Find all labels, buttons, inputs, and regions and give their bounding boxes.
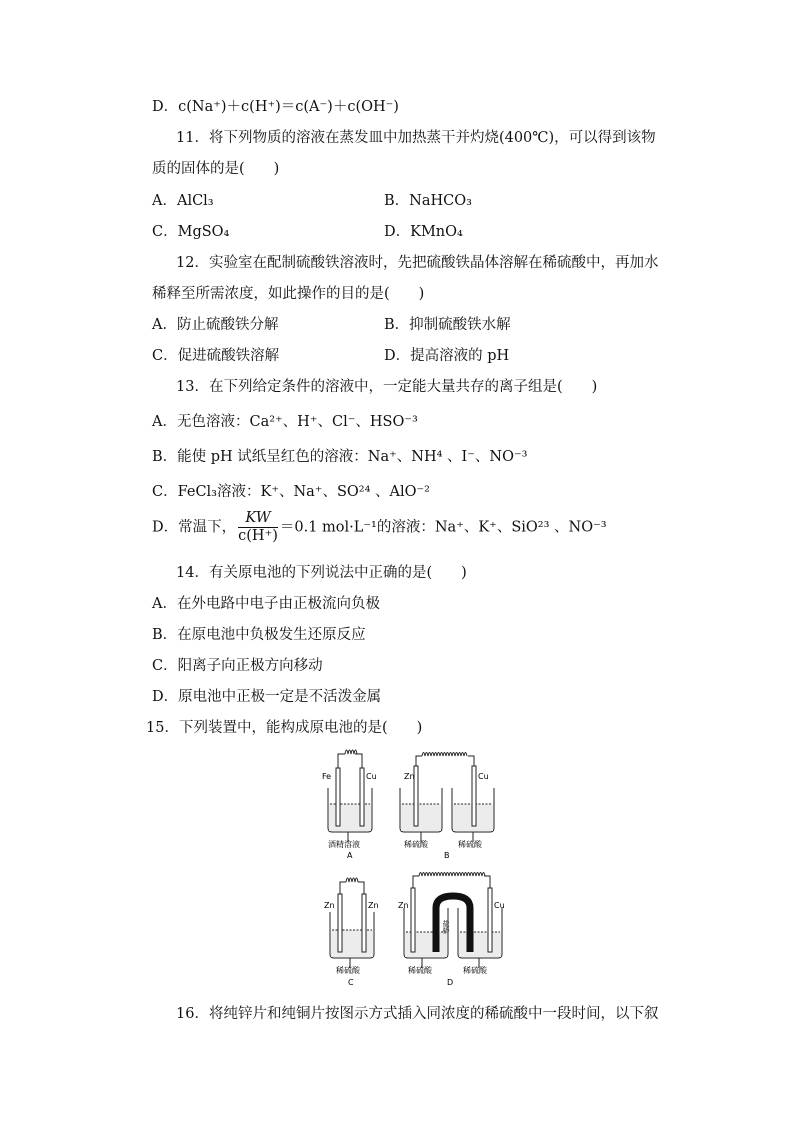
label-b-solution-right: 稀硫酸 (458, 840, 482, 849)
question-14-option-b: B．在原电池中负极发生还原反应 (152, 627, 366, 643)
label-b-left: Zn (404, 772, 415, 781)
fraction-denominator: c(H⁺) (238, 528, 278, 544)
label-c-left: Zn (324, 901, 335, 910)
option-a: A．AlCl₃ (152, 193, 214, 209)
question-11-stem-line2: 质的固体的是( ) (152, 161, 280, 177)
question-13-option-c: C．FeCl₃溶液：K⁺、Na⁺、SO²⁴ 、AlO⁻² (152, 484, 430, 500)
question-13-option-b: B．能使 pH 试纸呈红色的溶液：Na⁺、NH⁴ 、I⁻、NO⁻³ (152, 449, 528, 465)
setup-d (404, 873, 502, 969)
option-d: D．KMnO₄ (384, 224, 463, 240)
question-14-option-a: A．在外电路中电子由正极流向负极 (152, 596, 380, 612)
label-d-left: Zn (398, 901, 409, 910)
kw-fraction (238, 510, 278, 545)
label-d-solution-right: 稀硫酸 (463, 966, 487, 975)
question-12-options-row2 (152, 346, 632, 366)
label-d-right: Cu (494, 901, 505, 910)
option-b: B．抑制硫酸铁水解 (384, 317, 511, 333)
question-14-option-c: C．阳离子向正极方向移动 (152, 658, 323, 674)
label-d-solution-left: 稀硫酸 (408, 966, 432, 975)
question-12-stem-line2: 稀释至所需浓度，如此操作的目的是( ) (152, 286, 425, 302)
question-11-options-row2 (152, 222, 632, 242)
question-12-stem-line1: 12．实验室在配制硫酸铁溶液时，先把硫酸铁晶体溶解在稀硫酸中，再加水 (176, 255, 659, 271)
label-b-solution-left: 稀硫酸 (404, 840, 428, 849)
question-13-option-a: A．无色溶液：Ca²⁺、H⁺、Cl⁻、HSO⁻³ (152, 414, 418, 430)
tag-c: C (348, 978, 354, 987)
question-14-option-d: D．原电池中正极一定是不活泼金属 (152, 689, 382, 705)
label-d-bridge: 盐桥 (442, 920, 450, 934)
option-c: C．促进硫酸铁溶解 (152, 348, 280, 364)
galvanic-cell-figure (318, 748, 518, 993)
question-13-stem: 13．在下列给定条件的溶液中，一定能大量共存的离子组是( ) (176, 379, 598, 395)
label-a-solution: 酒精溶液 (328, 840, 360, 849)
option-c: C．MgSO₄ (152, 224, 230, 240)
question-12-options-row1 (152, 315, 632, 335)
label-c-right: Zn (368, 901, 379, 910)
label-b-right: Cu (478, 772, 489, 781)
option-a: A．防止硫酸铁分解 (152, 317, 279, 333)
fraction-numerator: KW (238, 510, 278, 528)
tag-d: D (447, 978, 454, 987)
option-b: B．NaHCO₃ (384, 193, 472, 209)
setup-c (330, 878, 374, 968)
question-14-stem: 14．有关原电池的下列说法中正确的是( ) (176, 565, 467, 581)
tag-a: A (347, 851, 353, 860)
option-d-prefix: D．常温下， (152, 519, 237, 536)
option-d: D．提高溶液的 pH (384, 348, 510, 364)
question-11-options-row1 (152, 191, 632, 211)
setup-b (400, 753, 494, 843)
question-11-stem-line1: 11．将下列物质的溶液在蒸发皿中加热蒸干并灼烧(400℃)，可以得到该物 (176, 130, 656, 146)
question-15-stem: 15．下列装置中，能构成原电池的是( ) (146, 720, 423, 736)
question-16-stem-line1: 16．将纯锌片和纯铜片按图示方式插入同浓度的稀硫酸中一段时间，以下叙 (176, 1006, 659, 1022)
question-13-option-d (152, 510, 607, 545)
d-option-prev: D．c(Na⁺)＋c(H⁺)＝c(A⁻)＋c(OH⁻) (152, 99, 399, 115)
label-c-solution: 稀硫酸 (336, 966, 360, 975)
setup-a (328, 750, 372, 842)
option-d-suffix: ＝0.1 mol·L⁻¹的溶液：Na⁺、K⁺、SiO²³ 、NO⁻³ (279, 519, 607, 536)
label-a-right: Cu (366, 772, 377, 781)
tag-b: B (444, 851, 450, 860)
label-a-left: Fe (322, 772, 332, 781)
